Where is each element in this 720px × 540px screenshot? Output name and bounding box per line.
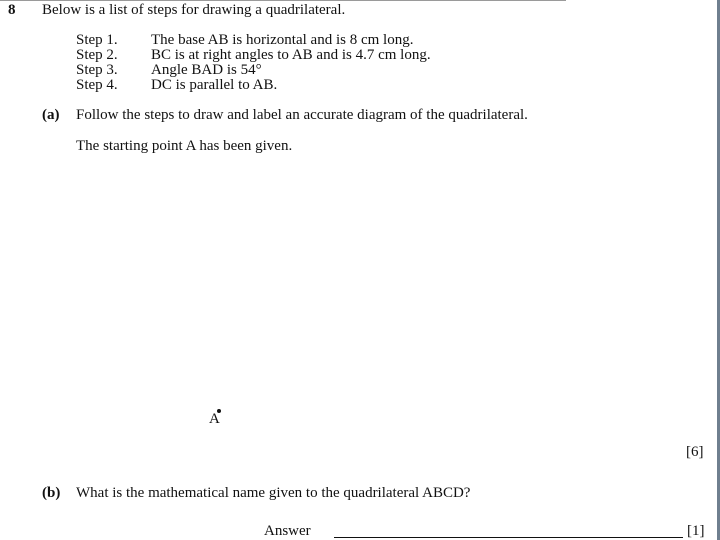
part-b-marks: [1] bbox=[687, 523, 705, 539]
part-a-instruction: Follow the steps to draw and label an accurate diagram of the quadrilateral. bbox=[76, 107, 528, 123]
step-label: Step 2. bbox=[76, 47, 118, 63]
top-rule bbox=[0, 0, 566, 1]
answer-line[interactable] bbox=[334, 537, 683, 538]
step-text: The base AB is horizontal and is 8 cm long. bbox=[151, 32, 414, 48]
starting-point-note: The starting point A has been given. bbox=[76, 138, 293, 154]
step-text: Angle BAD is 54° bbox=[151, 62, 262, 78]
step-label: Step 3. bbox=[76, 62, 118, 78]
step-label: Step 1. bbox=[76, 32, 118, 48]
question-intro: Below is a list of steps for drawing a quadrilateral. bbox=[42, 2, 346, 18]
part-b-label: (b) bbox=[42, 485, 61, 501]
step-label: Step 4. bbox=[76, 77, 118, 93]
point-a-label: A bbox=[209, 411, 220, 427]
answer-label: Answer bbox=[264, 523, 311, 539]
step-text: BC is at right angles to AB and is 4.7 cm long. bbox=[151, 47, 431, 63]
step-text: DC is parallel to AB. bbox=[151, 77, 278, 93]
part-a-marks: [6] bbox=[686, 444, 704, 460]
part-a-label: (a) bbox=[42, 107, 60, 123]
question-number: 8 bbox=[8, 2, 16, 18]
part-b-question: What is the mathematical name given to the quadrilateral ABCD? bbox=[76, 485, 471, 501]
